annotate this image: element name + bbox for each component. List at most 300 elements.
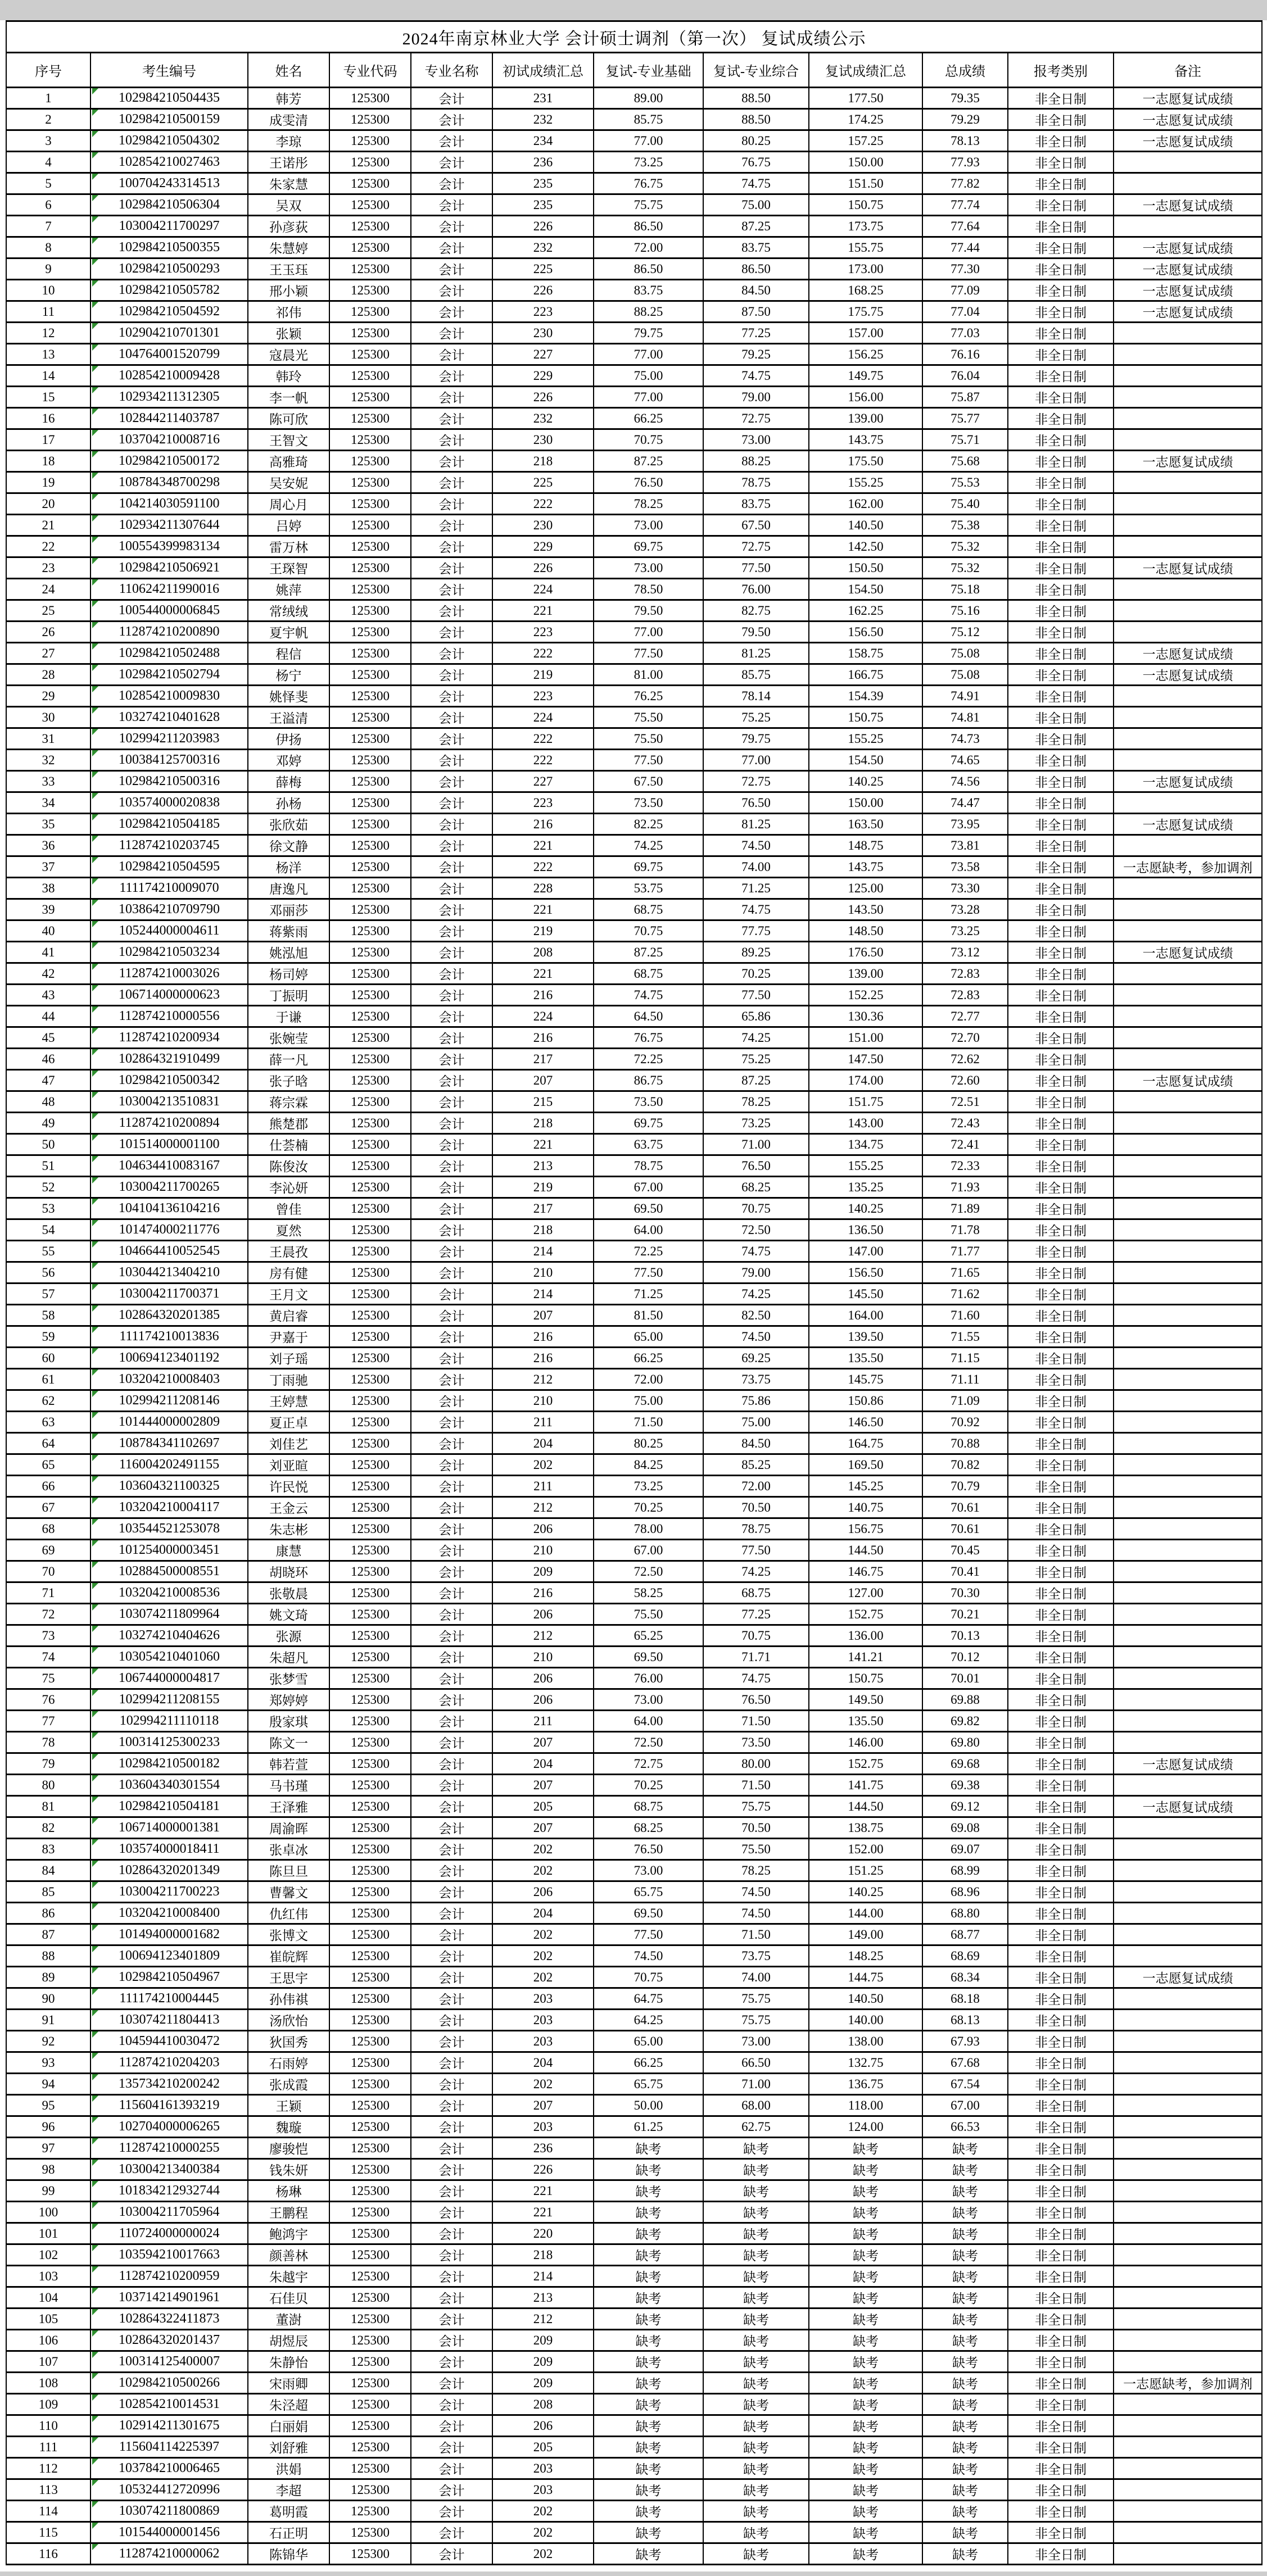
- cell-major-code: 125300: [329, 878, 411, 899]
- cell-category: 非全日制: [1008, 1689, 1114, 1711]
- cell-total-score: 69.07: [922, 1839, 1008, 1860]
- cell-major-code: 125300: [329, 1454, 411, 1476]
- cell-major-code: 125300: [329, 2543, 411, 2565]
- number-format-flag-icon: [92, 900, 98, 906]
- cell-category: 非全日制: [1008, 2180, 1114, 2202]
- cell-candidate-id: [90, 1988, 248, 2010]
- cell-retest-basic: 72.50: [594, 1732, 703, 1753]
- cell-major-code: 125300: [329, 258, 411, 280]
- number-format-flag-icon: [92, 195, 98, 201]
- candidate-id-text: 102844211403787: [119, 411, 220, 425]
- cell-category: 非全日制: [1008, 1091, 1114, 1113]
- candidate-id-text: 102864320201385: [119, 1308, 220, 1322]
- table-row: [6, 109, 1262, 130]
- cell-initial-score: 203: [492, 2031, 594, 2052]
- cell-retest-total: 155.25: [809, 728, 922, 750]
- table-row: [6, 472, 1262, 493]
- cell-serial: 60: [6, 1348, 90, 1369]
- cell-retest-basic: 77.50: [594, 1262, 703, 1284]
- cell-name: 孙杨: [248, 792, 329, 814]
- cell-candidate-id: [90, 878, 248, 899]
- scores-table: [6, 20, 1263, 2565]
- cell-retest-total: 145.75: [809, 1369, 922, 1390]
- cell-candidate-id: [90, 1369, 248, 1390]
- table-row: [6, 1604, 1262, 1625]
- cell-retest-total: 164.75: [809, 1433, 922, 1454]
- cell-major-name: 会计: [411, 429, 492, 451]
- cell-major-code: 125300: [329, 1390, 411, 1412]
- cell-serial: 57: [6, 1284, 90, 1305]
- cell-retest-basic: 53.75: [594, 878, 703, 899]
- cell-category: 非全日制: [1008, 2052, 1114, 2074]
- cell-retest-total: 163.50: [809, 814, 922, 835]
- cell-name: 宋雨卿: [248, 2373, 329, 2394]
- cell-remark: 一志愿复试成绩: [1114, 88, 1262, 109]
- cell-category: 非全日制: [1008, 1881, 1114, 1903]
- cell-retest-comprehensive: 76.50: [703, 792, 809, 814]
- cell-major-name: 会计: [411, 920, 492, 942]
- cell-total-score: 67.68: [922, 2052, 1008, 2074]
- number-format-flag-icon: [92, 1113, 98, 1119]
- cell-major-name: 会计: [411, 686, 492, 707]
- candidate-id-text: 103074211800869: [119, 2504, 220, 2518]
- cell-retest-comprehensive: 缺考: [703, 2266, 809, 2287]
- cell-serial: 7: [6, 216, 90, 237]
- cell-candidate-id: [90, 2543, 248, 2565]
- cell-major-code: 125300: [329, 728, 411, 750]
- cell-total-score: 74.73: [922, 728, 1008, 750]
- cell-initial-score: 227: [492, 344, 594, 365]
- cell-retest-total: 155.25: [809, 472, 922, 493]
- cell-category: 非全日制: [1008, 1476, 1114, 1497]
- cell-retest-basic: 73.00: [594, 1860, 703, 1881]
- cell-major-name: 会计: [411, 2351, 492, 2373]
- candidate-id-text: 102984210504435: [119, 90, 220, 105]
- cell-major-code: 125300: [329, 536, 411, 557]
- cell-serial: 52: [6, 1177, 90, 1198]
- cell-candidate-id: [90, 1348, 248, 1369]
- cell-retest-total: 145.50: [809, 1284, 922, 1305]
- cell-major-name: 会计: [411, 1241, 492, 1262]
- cell-major-code: 125300: [329, 109, 411, 130]
- cell-category: 非全日制: [1008, 1369, 1114, 1390]
- cell-retest-comprehensive: 71.50: [703, 1711, 809, 1732]
- cell-initial-score: 221: [492, 963, 594, 985]
- cell-name: 于谦: [248, 1006, 329, 1027]
- cell-retest-basic: 68.75: [594, 899, 703, 920]
- cell-candidate-id: [90, 1412, 248, 1433]
- candidate-id-text: 103204210008536: [119, 1585, 220, 1600]
- cell-total-score: 69.68: [922, 1753, 1008, 1775]
- cell-retest-total: 140.00: [809, 2010, 922, 2031]
- cell-name: 胡煜辰: [248, 2330, 329, 2351]
- cell-category: 非全日制: [1008, 2031, 1114, 2052]
- cell-initial-score: 212: [492, 2309, 594, 2330]
- number-format-flag-icon: [92, 515, 98, 521]
- cell-remark: 一志愿复试成绩: [1114, 771, 1262, 792]
- column-header: 报考类别: [1008, 53, 1114, 88]
- cell-initial-score: 214: [492, 1241, 594, 1262]
- cell-retest-total: 174.00: [809, 1070, 922, 1091]
- cell-candidate-id: [90, 1091, 248, 1113]
- cell-major-name: 会计: [411, 1561, 492, 1582]
- cell-name: 许民悦: [248, 1476, 329, 1497]
- candidate-id-text: 103864210709790: [119, 902, 220, 917]
- cell-remark: [1114, 1711, 1262, 1732]
- cell-major-code: 125300: [329, 1540, 411, 1561]
- cell-initial-score: 230: [492, 323, 594, 344]
- cell-retest-total: 127.00: [809, 1582, 922, 1604]
- cell-major-name: 会计: [411, 88, 492, 109]
- candidate-id-text: 102994211203983: [119, 731, 220, 746]
- cell-candidate-id: [90, 2309, 248, 2330]
- cell-candidate-id: [90, 130, 248, 152]
- cell-major-name: 会计: [411, 2287, 492, 2309]
- cell-category: 非全日制: [1008, 1988, 1114, 2010]
- cell-name: 汤欣怡: [248, 2010, 329, 2031]
- cell-serial: 59: [6, 1326, 90, 1348]
- cell-category: 非全日制: [1008, 1134, 1114, 1155]
- cell-remark: [1114, 1326, 1262, 1348]
- cell-serial: 19: [6, 472, 90, 493]
- cell-retest-total: 148.75: [809, 835, 922, 856]
- cell-candidate-id: [90, 2415, 248, 2437]
- cell-initial-score: 217: [492, 1049, 594, 1070]
- cell-remark: [1114, 2116, 1262, 2138]
- cell-retest-basic: 87.25: [594, 942, 703, 963]
- cell-retest-total: 175.50: [809, 451, 922, 472]
- cell-retest-comprehensive: 67.50: [703, 515, 809, 536]
- cell-retest-total: 139.00: [809, 408, 922, 429]
- cell-initial-score: 223: [492, 622, 594, 643]
- candidate-id-text: 103574000018411: [119, 1842, 220, 1856]
- cell-retest-comprehensive: 缺考: [703, 2437, 809, 2458]
- cell-major-code: 125300: [329, 1369, 411, 1390]
- cell-total-score: 76.04: [922, 365, 1008, 387]
- cell-retest-total: 148.50: [809, 920, 922, 942]
- cell-retest-basic: 69.75: [594, 1113, 703, 1134]
- cell-initial-score: 203: [492, 2458, 594, 2479]
- cell-major-name: 会计: [411, 899, 492, 920]
- cell-candidate-id: [90, 1625, 248, 1647]
- cell-major-name: 会计: [411, 771, 492, 792]
- table-row: [6, 2543, 1262, 2565]
- cell-retest-basic: 缺考: [594, 2159, 703, 2180]
- cell-major-code: 125300: [329, 451, 411, 472]
- cell-name: 张成霞: [248, 2074, 329, 2095]
- candidate-id-text: 101514000001100: [119, 1137, 220, 1151]
- cell-retest-comprehensive: 74.75: [703, 1668, 809, 1689]
- cell-remark: 一志愿缺考，参加调剂: [1114, 2373, 1262, 2394]
- cell-initial-score: 203: [492, 1988, 594, 2010]
- cell-retest-basic: 76.75: [594, 173, 703, 194]
- number-format-flag-icon: [92, 1690, 98, 1696]
- cell-category: 非全日制: [1008, 2373, 1114, 2394]
- cell-remark: [1114, 1049, 1262, 1070]
- cell-name: 邓丽莎: [248, 899, 329, 920]
- cell-major-code: 125300: [329, 130, 411, 152]
- candidate-id-text: 102994211110118: [119, 1713, 219, 1728]
- cell-serial: 41: [6, 942, 90, 963]
- cell-retest-comprehensive: 88.25: [703, 451, 809, 472]
- candidate-id-text: 102984210500159: [119, 112, 220, 126]
- table-row: [6, 387, 1262, 408]
- cell-retest-basic: 76.50: [594, 1839, 703, 1860]
- cell-major-name: 会计: [411, 515, 492, 536]
- cell-initial-score: 216: [492, 1582, 594, 1604]
- cell-retest-total: 缺考: [809, 2437, 922, 2458]
- cell-candidate-id: [90, 1753, 248, 1775]
- cell-candidate-id: [90, 1262, 248, 1284]
- cell-category: 非全日制: [1008, 2522, 1114, 2543]
- cell-category: 非全日制: [1008, 493, 1114, 515]
- cell-retest-comprehensive: 77.50: [703, 985, 809, 1006]
- cell-retest-comprehensive: 72.50: [703, 1219, 809, 1241]
- cell-retest-comprehensive: 74.75: [703, 173, 809, 194]
- cell-major-code: 125300: [329, 2458, 411, 2479]
- table-row: [6, 2351, 1262, 2373]
- cell-total-score: 74.47: [922, 792, 1008, 814]
- cell-major-name: 会计: [411, 1476, 492, 1497]
- cell-retest-comprehensive: 73.50: [703, 1732, 809, 1753]
- cell-serial: 15: [6, 387, 90, 408]
- cell-total-score: 68.69: [922, 1945, 1008, 1967]
- cell-serial: 49: [6, 1113, 90, 1134]
- cell-total-score: 71.60: [922, 1305, 1008, 1326]
- cell-remark: [1114, 2223, 1262, 2244]
- cell-initial-score: 221: [492, 2202, 594, 2223]
- cell-remark: [1114, 1817, 1262, 1839]
- cell-remark: [1114, 878, 1262, 899]
- cell-retest-total: 150.86: [809, 1390, 922, 1412]
- table-row: [6, 963, 1262, 985]
- cell-retest-total: 缺考: [809, 2479, 922, 2501]
- cell-remark: [1114, 2479, 1262, 2501]
- cell-retest-basic: 74.50: [594, 1945, 703, 1967]
- cell-candidate-id: [90, 1839, 248, 1860]
- table-row: [6, 1027, 1262, 1049]
- cell-major-code: 125300: [329, 2010, 411, 2031]
- cell-remark: 一志愿复试成绩: [1114, 130, 1262, 152]
- cell-candidate-id: [90, 1070, 248, 1091]
- table-row: [6, 1668, 1262, 1689]
- candidate-id-text: 101494000001682: [119, 1927, 220, 1942]
- number-format-flag-icon: [92, 2224, 98, 2230]
- cell-remark: [1114, 1903, 1262, 1924]
- cell-category: 非全日制: [1008, 1839, 1114, 1860]
- table-row: [6, 258, 1262, 280]
- cell-retest-total: 150.75: [809, 707, 922, 728]
- cell-name: 李沁妍: [248, 1177, 329, 1198]
- candidate-id-text: 102904210701301: [119, 325, 220, 340]
- cell-category: 非全日制: [1008, 536, 1114, 557]
- cell-category: 非全日制: [1008, 2501, 1114, 2522]
- cell-remark: [1114, 1732, 1262, 1753]
- cell-retest-comprehensive: 77.75: [703, 920, 809, 942]
- cell-retest-comprehensive: 87.50: [703, 301, 809, 323]
- cell-retest-comprehensive: 88.50: [703, 88, 809, 109]
- cell-major-code: 125300: [329, 771, 411, 792]
- cell-category: 非全日制: [1008, 408, 1114, 429]
- cell-candidate-id: [90, 1198, 248, 1219]
- cell-initial-score: 207: [492, 1732, 594, 1753]
- number-format-flag-icon: [92, 131, 98, 137]
- cell-category: 非全日制: [1008, 173, 1114, 194]
- cell-retest-total: 164.00: [809, 1305, 922, 1326]
- number-format-flag-icon: [92, 2437, 98, 2443]
- cell-serial: 62: [6, 1390, 90, 1412]
- cell-serial: 48: [6, 1091, 90, 1113]
- number-format-flag-icon: [92, 1775, 98, 1781]
- number-format-flag-icon: [92, 1861, 98, 1867]
- cell-retest-basic: 65.75: [594, 2074, 703, 2095]
- cell-major-name: 会计: [411, 1177, 492, 1198]
- cell-retest-basic: 75.50: [594, 1604, 703, 1625]
- cell-candidate-id: [90, 1027, 248, 1049]
- cell-name: 葛明霞: [248, 2501, 329, 2522]
- cell-major-name: 会计: [411, 1006, 492, 1027]
- cell-initial-score: 235: [492, 194, 594, 216]
- cell-retest-basic: 88.25: [594, 301, 703, 323]
- candidate-id-text: 104594410030472: [119, 2034, 220, 2048]
- cell-retest-total: 154.50: [809, 750, 922, 771]
- cell-remark: [1114, 429, 1262, 451]
- cell-retest-total: 146.00: [809, 1732, 922, 1753]
- cell-retest-basic: 69.50: [594, 1647, 703, 1668]
- cell-retest-comprehensive: 70.75: [703, 1198, 809, 1219]
- cell-name: 崔皖辉: [248, 1945, 329, 1967]
- cell-initial-score: 204: [492, 1433, 594, 1454]
- cell-candidate-id: [90, 1582, 248, 1604]
- cell-category: 非全日制: [1008, 1582, 1114, 1604]
- cell-retest-total: 138.75: [809, 1817, 922, 1839]
- cell-retest-total: 152.75: [809, 1753, 922, 1775]
- cell-retest-basic: 72.50: [594, 1561, 703, 1582]
- cell-retest-comprehensive: 73.75: [703, 1945, 809, 1967]
- number-format-flag-icon: [92, 2245, 98, 2251]
- cell-retest-basic: 80.25: [594, 1433, 703, 1454]
- cell-retest-total: 146.75: [809, 1561, 922, 1582]
- cell-name: 王玉珏: [248, 258, 329, 280]
- cell-retest-comprehensive: 75.00: [703, 194, 809, 216]
- candidate-id-text: 100694123401192: [119, 1350, 220, 1365]
- cell-retest-total: 147.50: [809, 1049, 922, 1070]
- number-format-flag-icon: [92, 451, 98, 457]
- cell-retest-comprehensive: 68.75: [703, 1582, 809, 1604]
- cell-category: 非全日制: [1008, 1006, 1114, 1027]
- cell-total-score: 70.82: [922, 1454, 1008, 1476]
- cell-remark: 一志愿复试成绩: [1114, 1967, 1262, 1988]
- cell-name: 董澍: [248, 2309, 329, 2330]
- cell-retest-comprehensive: 77.50: [703, 557, 809, 579]
- number-format-flag-icon: [92, 2309, 98, 2315]
- cell-initial-score: 226: [492, 387, 594, 408]
- cell-total-score: 74.91: [922, 686, 1008, 707]
- cell-remark: [1114, 1305, 1262, 1326]
- cell-major-code: 125300: [329, 2394, 411, 2415]
- cell-major-code: 125300: [329, 814, 411, 835]
- candidate-id-text: 104214030591100: [119, 496, 220, 511]
- cell-serial: 105: [6, 2309, 90, 2330]
- cell-retest-comprehensive: 81.25: [703, 643, 809, 664]
- cell-category: 非全日制: [1008, 323, 1114, 344]
- cell-retest-basic: 缺考: [594, 2479, 703, 2501]
- cell-major-name: 会计: [411, 2501, 492, 2522]
- candidate-id-text: 100314125300233: [119, 1735, 220, 1749]
- cell-total-score: 71.11: [922, 1369, 1008, 1390]
- cell-major-code: 125300: [329, 2159, 411, 2180]
- cell-name: 伊扬: [248, 728, 329, 750]
- cell-major-code: 125300: [329, 1219, 411, 1241]
- cell-name: 胡晓环: [248, 1561, 329, 1582]
- candidate-id-text: 102994211208146: [119, 1393, 220, 1408]
- cell-name: 邢小颖: [248, 280, 329, 301]
- cell-total-score: 74.56: [922, 771, 1008, 792]
- table-row: [6, 1903, 1262, 1924]
- cell-remark: [1114, 323, 1262, 344]
- cell-name: 仇红伟: [248, 1903, 329, 1924]
- cell-category: 非全日制: [1008, 2095, 1114, 2116]
- cell-category: 非全日制: [1008, 1604, 1114, 1625]
- cell-serial: 29: [6, 686, 90, 707]
- cell-retest-comprehensive: 73.25: [703, 1113, 809, 1134]
- cell-initial-score: 234: [492, 130, 594, 152]
- cell-major-name: 会计: [411, 622, 492, 643]
- candidate-id-text: 104664410052545: [119, 1244, 220, 1258]
- cell-retest-basic: 缺考: [594, 2244, 703, 2266]
- cell-major-code: 125300: [329, 408, 411, 429]
- cell-initial-score: 227: [492, 771, 594, 792]
- cell-serial: 1: [6, 88, 90, 109]
- table-row: [6, 1988, 1262, 2010]
- cell-retest-basic: 73.00: [594, 1689, 703, 1711]
- cell-major-name: 会计: [411, 1775, 492, 1796]
- cell-candidate-id: [90, 1817, 248, 1839]
- number-format-flag-icon: [92, 366, 98, 372]
- cell-category: 非全日制: [1008, 942, 1114, 963]
- cell-retest-basic: 缺考: [594, 2138, 703, 2159]
- table-row: [6, 1497, 1262, 1518]
- cell-category: 非全日制: [1008, 1348, 1114, 1369]
- number-format-flag-icon: [92, 1989, 98, 1995]
- cell-retest-total: 缺考: [809, 2202, 922, 2223]
- cell-candidate-id: [90, 1155, 248, 1177]
- cell-major-code: 125300: [329, 152, 411, 173]
- cell-category: 非全日制: [1008, 1625, 1114, 1647]
- cell-serial: 80: [6, 1775, 90, 1796]
- cell-remark: [1114, 1497, 1262, 1518]
- cell-category: 非全日制: [1008, 1497, 1114, 1518]
- cell-total-score: 缺考: [922, 2330, 1008, 2351]
- candidate-id-text: 115604161393219: [119, 2098, 220, 2112]
- cell-serial: 25: [6, 600, 90, 622]
- cell-serial: 64: [6, 1433, 90, 1454]
- table-row: [6, 344, 1262, 365]
- cell-retest-basic: 72.00: [594, 1369, 703, 1390]
- cell-candidate-id: [90, 258, 248, 280]
- cell-major-name: 会计: [411, 1582, 492, 1604]
- cell-candidate-id: [90, 194, 248, 216]
- cell-retest-comprehensive: 79.50: [703, 622, 809, 643]
- number-format-flag-icon: [92, 1092, 98, 1098]
- cell-total-score: 69.80: [922, 1732, 1008, 1753]
- cell-retest-total: 149.75: [809, 365, 922, 387]
- cell-major-name: 会计: [411, 557, 492, 579]
- number-format-flag-icon: [92, 2074, 98, 2080]
- cell-retest-total: 缺考: [809, 2287, 922, 2309]
- cell-major-code: 125300: [329, 216, 411, 237]
- column-header: 姓名: [248, 53, 329, 88]
